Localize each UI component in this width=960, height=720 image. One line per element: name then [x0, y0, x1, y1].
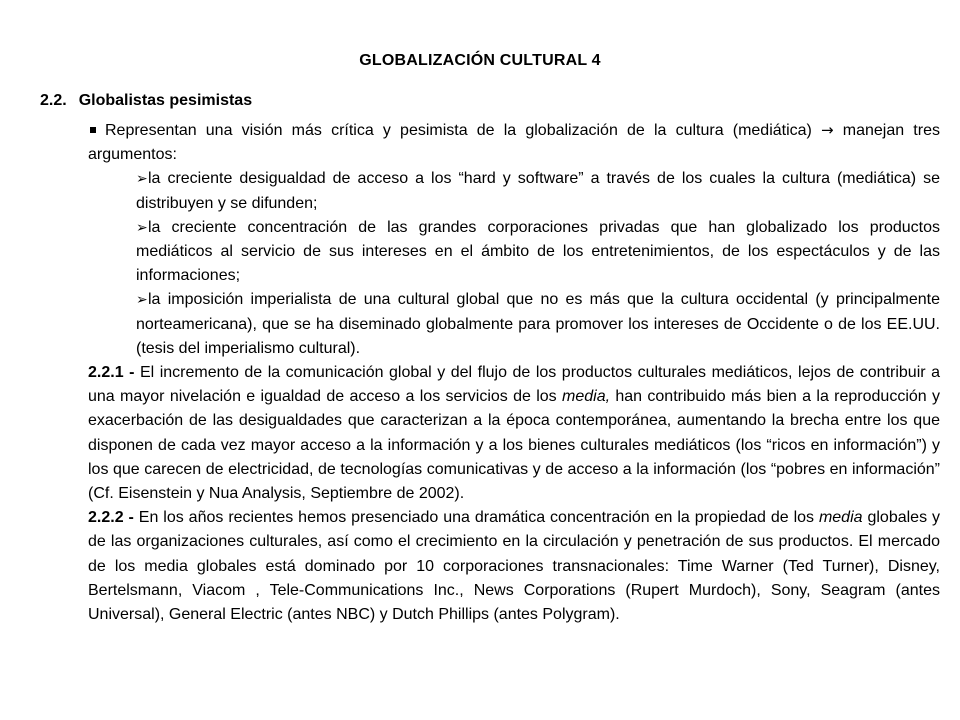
arrow-bullet-icon: ➢: [136, 171, 148, 188]
slide-title: GLOBALIZACIÓN CULTURAL 4: [359, 52, 601, 69]
argument-text: la creciente desigualdad de acceso a los “hard y software” a través de los cuales la cultura (mediática) se distribuyen y se difunden;: [136, 170, 940, 212]
paragraph-2-2-2: [88, 506, 940, 627]
intro-text: Representan una visión más crítica y pesimista de la globalización de la cultura (mediática): [105, 122, 812, 139]
arrow-bullet-icon: ➢: [136, 219, 148, 236]
paragraph-label: 2.2.1 -: [88, 364, 135, 382]
argument-item: [88, 288, 940, 361]
argument-text: la creciente concentración de las grandes corporaciones privadas que han globalizado los productos mediáticos al servicio de sus intereses en el ámbito de los entretenimientos, de los espectáculos y de las informaciones;: [136, 218, 940, 285]
square-bullet-icon: [90, 127, 96, 133]
paragraph-text: El incremento de la comunicación global y del flujo de los productos culturales mediáticos, lejos de contribuir a una mayor nivelación e igualdad de acceso a los servicios de los: [88, 364, 940, 406]
intro-bullet: [88, 118, 940, 167]
paragraph-2-2-1: [88, 361, 940, 506]
intro-continuation: manejan tres argumentos:: [88, 122, 940, 164]
section-heading-text: Globalistas pesimistas: [78, 92, 253, 109]
paragraph-text: En los años recientes hemos presenciado una dramática concentración en la propiedad de los: [133, 509, 819, 527]
paragraph-text: globales y de las organizaciones culturales, así como el crecimiento en la circulación y penetración de sus productos. El mercado de los media globales está dominado por 10 corporaciones transnacionales: Time Warner (Ted Turner), Disney, Bertelsmann, Viacom , Tele-Communications Inc., News Corporations (Rupert Murdoch), Sony, Seagram (antes Universal), General Electric (antes NBC) y Dutch Phillips (antes Polygram).: [88, 509, 941, 624]
paragraph-text: han contribuido más bien a la reproducción y exacerbación de las desigualdades que caracterizan a la época contemporánea, aumentando la brecha entre los que disponen de cada vez mayor acceso a la información y a los bienes culturales mediáticos (los “ricos en información”) y los que carecen de electricidad, de tecnologías comunicativas y de acceso a la información (los “pobres en información” (Cf. Eisenstein y Nua Analysis, Septiembre de 2002).: [88, 388, 940, 503]
media-term: media,: [562, 388, 611, 406]
media-term: media: [818, 509, 863, 527]
argument-text: la imposición imperialista de una cultural global que no es más que la cultura occidental (y principalmente norteamericana), que se ha diseminado globalmente para promover los intereses de Occidente o de los EE.UU. (tesis del imperialismo cultural).: [136, 291, 940, 357]
slide-content: [88, 118, 940, 627]
right-arrow-icon: →: [821, 121, 834, 139]
arrow-bullet-icon: ➢: [136, 292, 148, 309]
argument-item: [88, 167, 940, 215]
section-number: 2.2.: [40, 92, 67, 109]
paragraph-label: 2.2.2 -: [88, 509, 134, 527]
argument-item: [88, 216, 940, 289]
section-heading: [40, 92, 252, 110]
